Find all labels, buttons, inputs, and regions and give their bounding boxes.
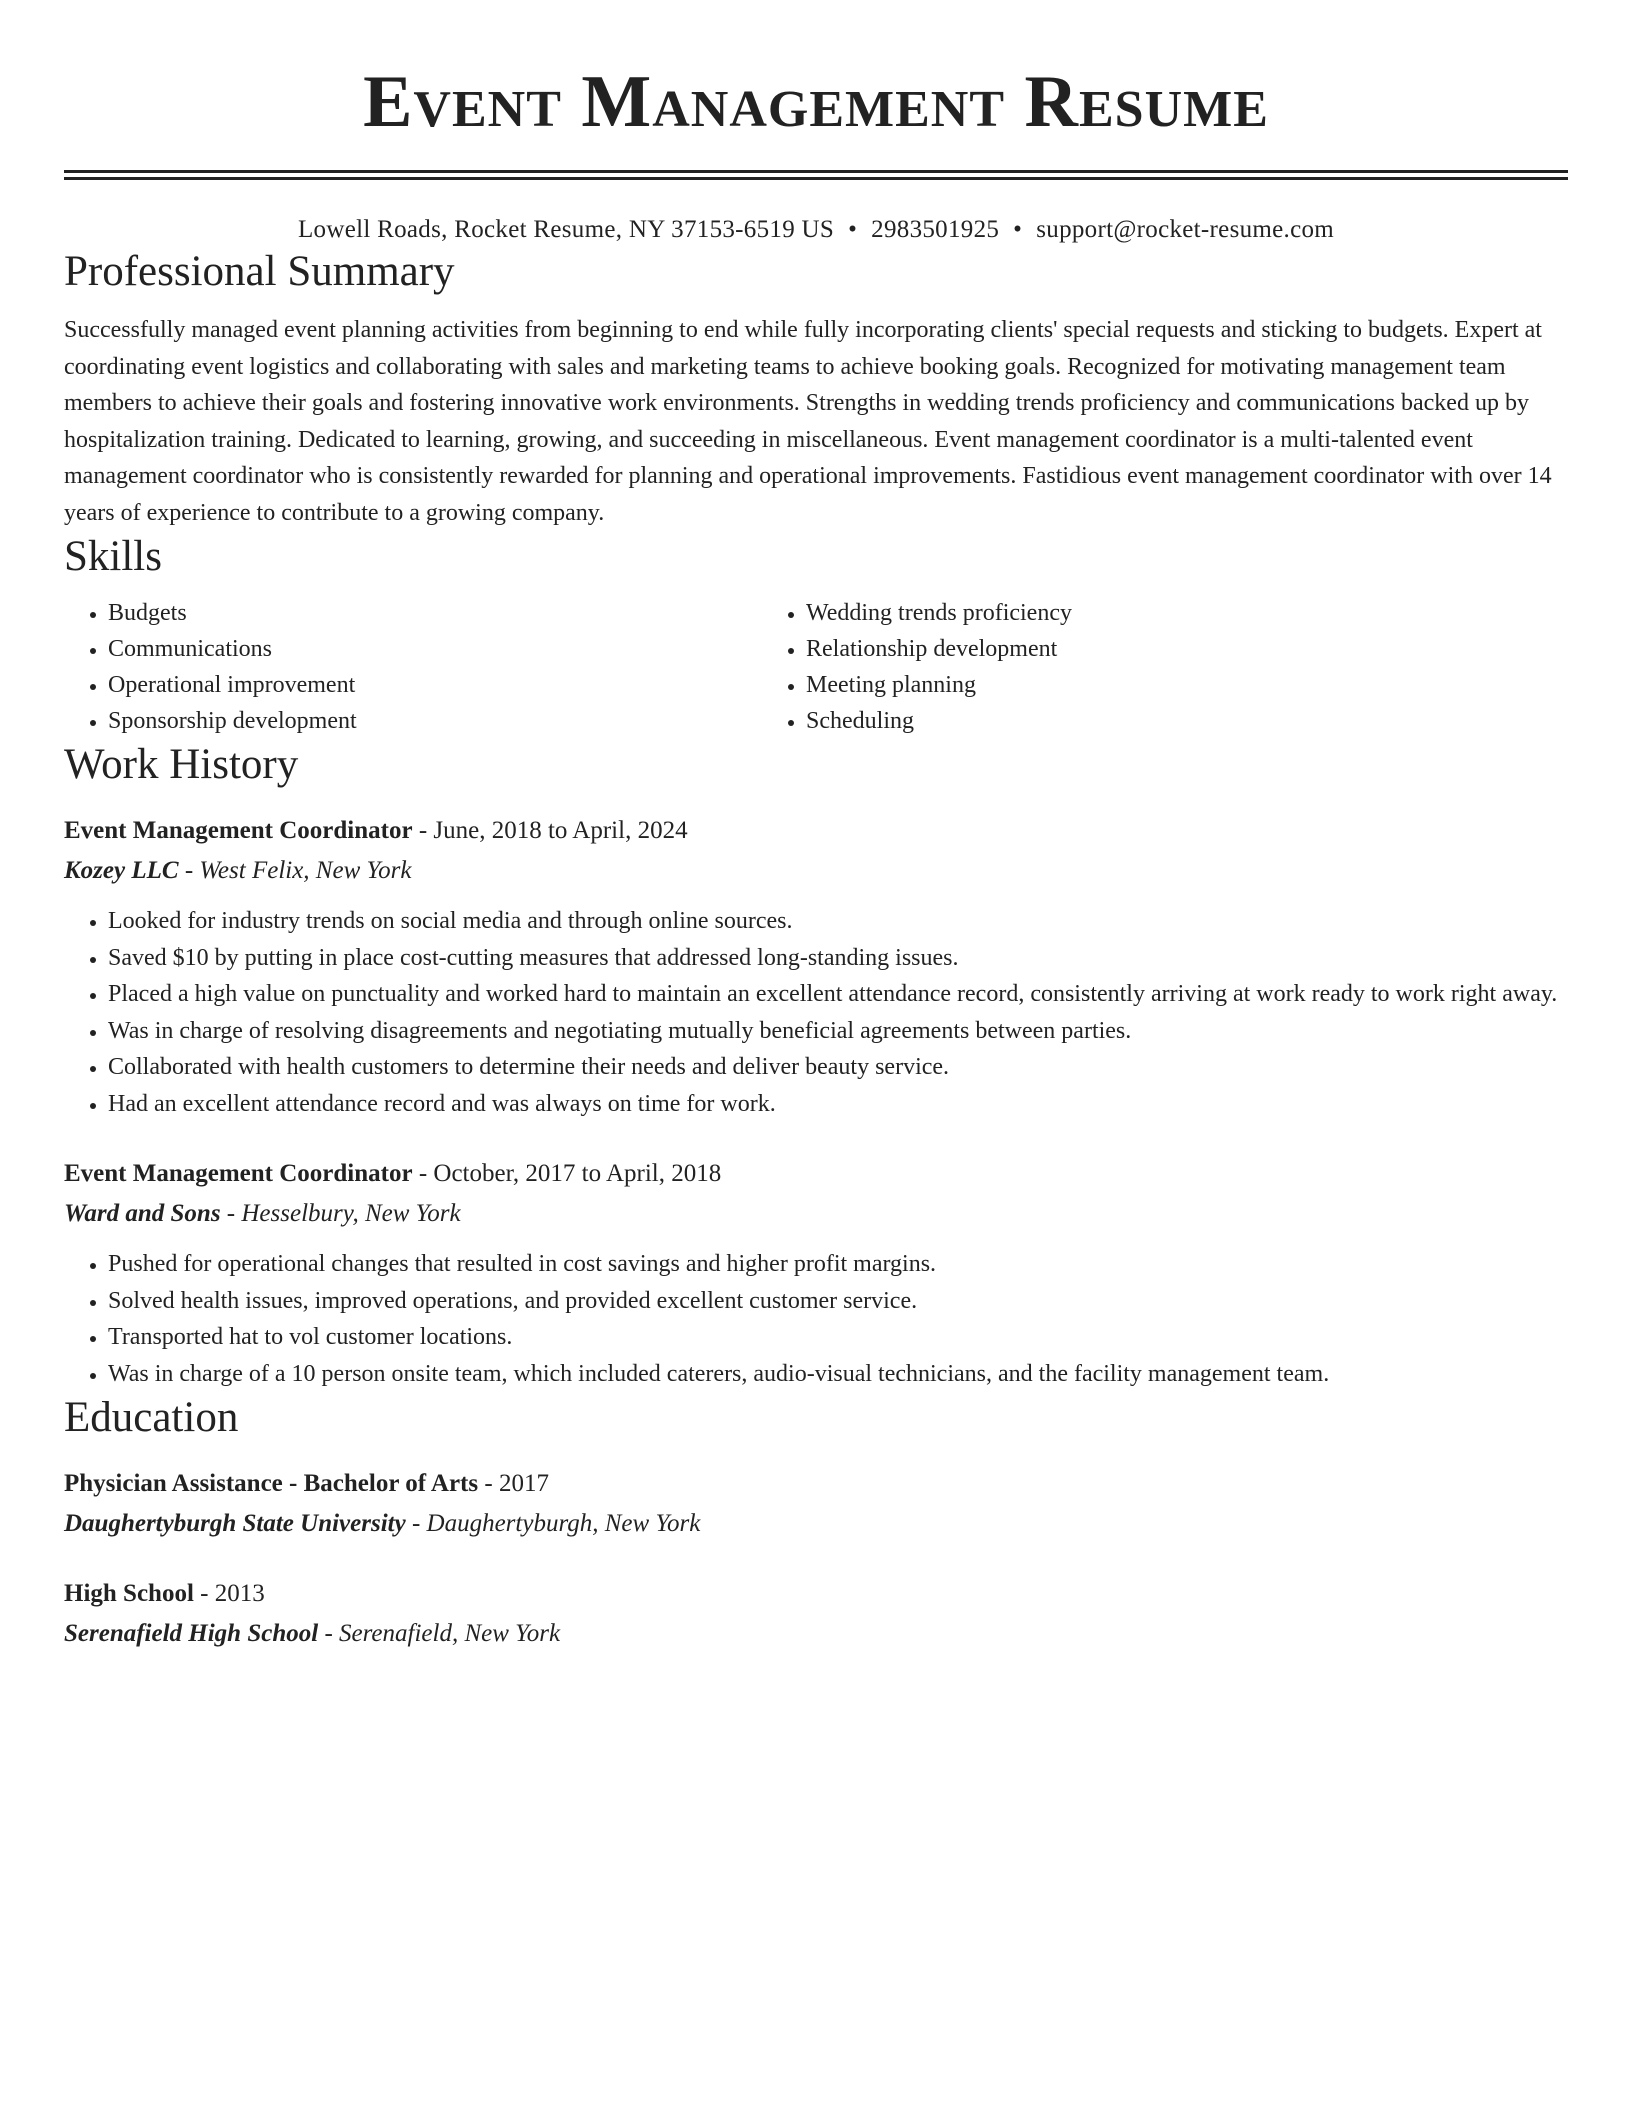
skill-item: • Sponsorship development [108,703,762,739]
education-heading: Education [64,1394,239,1441]
job-entry [64,1154,1568,1392]
job-title: Event Management Coordinator [64,1160,413,1187]
skills-list [64,595,1568,739]
skill-item: • Scheduling [806,703,1522,739]
education-location: - Serenafield, New York [318,1620,561,1647]
job-title: Event Management Coordinator [64,817,413,844]
job-bullet: • Placed a high value on punctuality and worked hard to maintain an excellent attendance record, consistently arriving at work ready to work right away. [108,976,1568,1013]
job-entry [64,811,1568,1122]
job-location: - Hesselbury, New York [220,1200,461,1227]
job-bullet: • Had an excellent attendance record and was always on time for work. [108,1086,1568,1123]
contact-phone: 2983501925 [871,216,1000,243]
job-title-line [64,811,1568,851]
education-degree: High School [64,1580,194,1607]
work-history-heading: Work History [64,741,299,788]
skills-heading: Skills [64,533,162,580]
summary-text: Successfully managed event planning activities from beginning to end while fully incorporating clients' special requests and sticking to budgets. Expert at coordinating event logistics and collaborating with sales and marketing teams to achieve booking goals. Recognized for motivating management team members to achieve their goals and fostering innovative work environments. Strengths in wedding trends proficiency and communications backed up by hospitalization training. Dedicated to learning, growing, and succeeding in miscellaneous. Event management coordinator is a multi-talented event management coordinator who is consistently rewarded for planning and operational improvements. Fastidious event management coordinator with over 14 years of experience to contribute to a growing company. [64,317,1552,526]
job-bullet: • Solved health issues, improved operations, and provided excellent customer service. [108,1283,1568,1320]
job-dates: - June, 2018 to April, 2024 [412,817,688,844]
skill-item: • Communications [108,631,762,667]
resume-title: Event Management Resume [363,61,1269,143]
job-bullet: • Collaborated with health customers to determine their needs and deliver beauty service. [108,1049,1568,1086]
contact-separator: • [1013,216,1023,243]
education-school: Daughertyburgh State University [64,1510,406,1537]
education-location: - Daughertyburgh, New York [405,1510,701,1537]
contact-email: support@rocket-resume.com [1036,216,1335,243]
job-bullet: • Saved $10 by putting in place cost-cutting measures that addressed long-standing issues. [108,940,1568,977]
job-bullet: • Was in charge of resolving disagreements and negotiating mutually beneficial agreements between parties. [108,1013,1568,1050]
education-school-line [64,1504,1568,1544]
skills-column-right [762,595,1522,739]
contact-line [64,214,1568,246]
skills-column-left [64,595,762,739]
job-bullet: • Transported hat to vol customer locations. [108,1319,1568,1356]
education-degree: Physician Assistance - Bachelor of Arts [64,1470,479,1497]
education-degree-line [64,1574,1568,1614]
skill-item: • Operational improvement [108,667,762,703]
contact-separator: • [848,216,858,243]
title-divider [64,170,1568,180]
skill-item: • Meeting planning [806,667,1522,703]
job-dates: - October, 2017 to April, 2018 [412,1160,722,1187]
job-company: Ward and Sons [64,1200,221,1227]
job-bullet: • Pushed for operational changes that resulted in cost savings and higher profit margins. [108,1246,1568,1283]
job-location: - West Felix, New York [178,857,412,884]
skill-item: • Budgets [108,595,762,631]
job-company-line [64,1194,1568,1234]
contact-address: Lowell Roads, Rocket Resume, NY 37153-6519 US [297,216,835,243]
job-bullets [64,903,1568,1122]
job-company-line [64,851,1568,891]
education-entry [64,1574,1568,1654]
job-bullets [64,1246,1568,1392]
education-school: Serenafield High School [64,1620,319,1647]
job-company: Kozey LLC [64,857,179,884]
education-year: - 2017 [478,1470,549,1497]
job-bullet: • Was in charge of a 10 person onsite team, which included caterers, audio-visual technicians, and the facility management team. [108,1356,1568,1393]
education-year: - 2013 [193,1580,265,1607]
job-title-line [64,1154,1568,1194]
summary-heading: Professional Summary [64,248,455,295]
skill-item: • Relationship development [806,631,1522,667]
education-degree-line [64,1464,1568,1504]
job-bullet: • Looked for industry trends on social media and through online sources. [108,903,1568,940]
education-entry [64,1464,1568,1544]
education-school-line [64,1614,1568,1654]
skill-item: • Wedding trends proficiency [806,595,1522,631]
